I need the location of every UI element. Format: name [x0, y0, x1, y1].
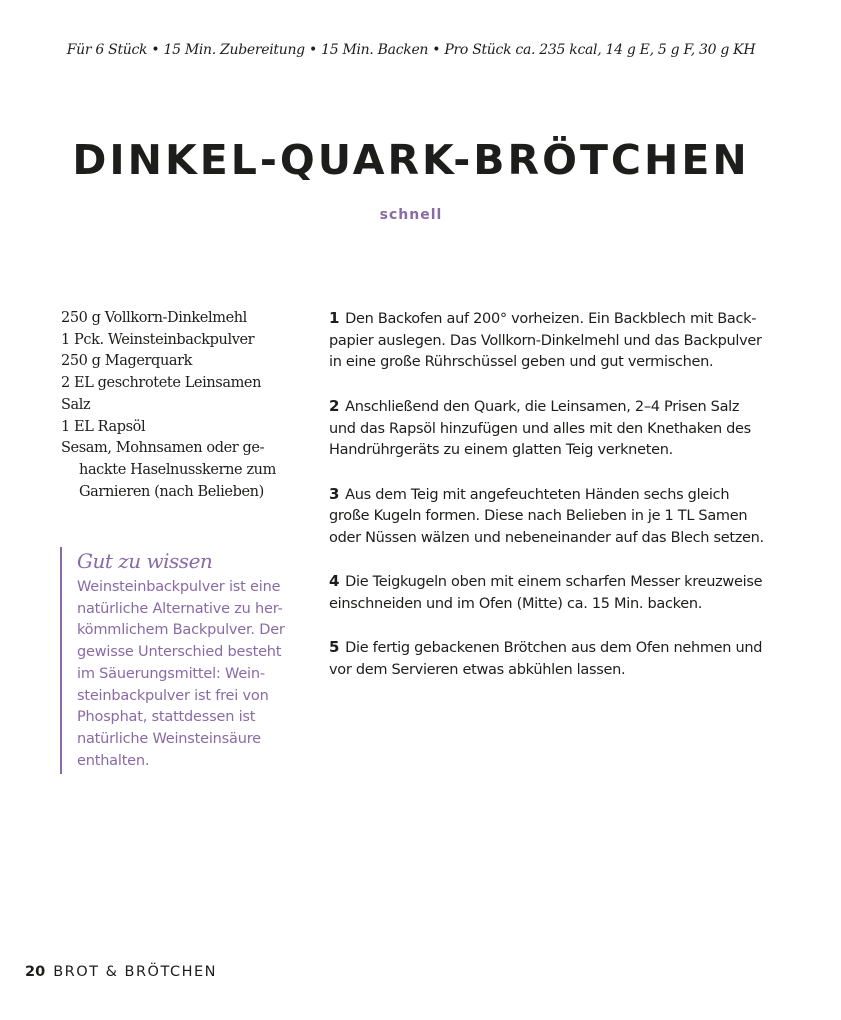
- tip-line: steinbackpulver ist frei von: [77, 687, 269, 704]
- step-item: [329, 637, 769, 681]
- step-line: [329, 594, 769, 616]
- step-number: 1: [329, 309, 340, 327]
- ingredient-item: 250 g Magerquark: [61, 353, 193, 370]
- page-footer: [25, 964, 217, 980]
- ingredient-list: [61, 308, 301, 503]
- tip-body: [77, 577, 300, 772]
- step-number: 3: [329, 484, 340, 503]
- ingredient-item-continued: hackte Haselnusskerne zum: [79, 461, 276, 478]
- step-text: papier auslegen. Das Vollkorn-Dinkelmehl und das Backpulver: [329, 332, 762, 349]
- step-text: Den Backofen auf 200° vorheizen. Ein Backblech mit Back-: [345, 311, 757, 327]
- tip-line: natürliche Alternative zu her-: [77, 600, 283, 617]
- tip-line: im Säuerungsmittel: Wein-: [77, 665, 265, 682]
- ingredient-item-continued: Garnieren (nach Belieben): [79, 483, 264, 500]
- ingredient-item: 2 EL geschrotete Leinsamen: [61, 375, 262, 392]
- step-item: [329, 308, 769, 374]
- tip-box: [60, 547, 300, 774]
- step-line: [329, 637, 769, 660]
- step-line: [329, 308, 769, 331]
- step-item: [329, 484, 769, 550]
- step-text: in eine große Rührschüssel geben und gut vermischen.: [329, 354, 714, 371]
- tip-line: kömmlichem Backpulver. Der: [77, 622, 285, 639]
- ingredient-item: Salz: [61, 396, 91, 413]
- step-text: vor dem Servieren etwas abkühlen lassen.: [329, 662, 626, 679]
- step-text: Anschließend den Quark, die Leinsamen, 2–4 Prisen Salz: [345, 398, 740, 415]
- step-text: Die Teigkugeln oben mit einem scharfen Messer kreuzweise: [345, 574, 763, 591]
- recipe-title: DINKEL-QUARK-BRÖTCHEN: [72, 136, 750, 184]
- step-number: 4: [329, 572, 340, 591]
- step-text: und das Rapsöl hinzufügen und alles mit den Knethaken des: [329, 420, 751, 437]
- page-number: 20: [25, 964, 46, 980]
- step-text: oder Nüssen wälzen und nebeneinander auf das Blech setzen.: [329, 530, 764, 546]
- step-line: [329, 484, 769, 507]
- step-item: [329, 571, 769, 615]
- step-number: 5: [329, 638, 340, 657]
- tip-line: Weinsteinbackpulver ist eine: [77, 579, 281, 595]
- step-item: [329, 396, 769, 462]
- step-text: Aus dem Teig mit angefeuchteten Händen sechs gleich: [345, 486, 730, 503]
- ingredient-item: 1 Pck. Weinsteinbackpulver: [61, 331, 255, 348]
- ingredient-item: Sesam, Mohnsamen oder ge-: [61, 440, 265, 457]
- tip-line: gewisse Unterschied besteht: [77, 644, 282, 661]
- step-line: [329, 528, 769, 550]
- tip-heading: Gut zu wissen: [77, 549, 213, 573]
- steps-list: [329, 308, 769, 704]
- step-line: [329, 660, 769, 682]
- step-line: [329, 352, 769, 374]
- step-text: Handrührgeräts zu einem glatten Teig verkneten.: [329, 442, 673, 459]
- recipe-meta: Für 6 Stück • 15 Min. Zubereitung • 15 Min. Backen • Pro Stück ca. 235 kcal, 14 g E, 5 g F, 30 g KH: [66, 42, 756, 58]
- step-number: 2: [329, 396, 340, 415]
- step-line: [329, 571, 769, 594]
- step-line: [329, 396, 769, 419]
- step-text: einschneiden und im Ofen (Mitte) ca. 15 Min. backen.: [329, 596, 703, 613]
- ingredient-item: 250 g Vollkorn-Dinkelmehl: [61, 310, 247, 326]
- step-line: [329, 331, 769, 353]
- tip-line: enthalten.: [77, 752, 150, 769]
- step-text: große Kugeln formen. Diese nach Belieben in je 1 TL Samen: [329, 508, 748, 525]
- step-line: [329, 506, 769, 528]
- tip-line: natürliche Weinsteinsäure: [77, 730, 261, 747]
- step-line: [329, 419, 769, 441]
- tip-line: Phosphat, stattdessen ist: [77, 709, 256, 726]
- section-name: BROT & BRÖTCHEN: [53, 964, 217, 980]
- ingredient-item: 1 EL Rapsöl: [61, 418, 146, 435]
- recipe-tag: schnell: [379, 207, 443, 223]
- step-text: Die fertig gebackenen Brötchen aus dem Ofen nehmen und: [345, 640, 763, 657]
- step-line: [329, 440, 769, 462]
